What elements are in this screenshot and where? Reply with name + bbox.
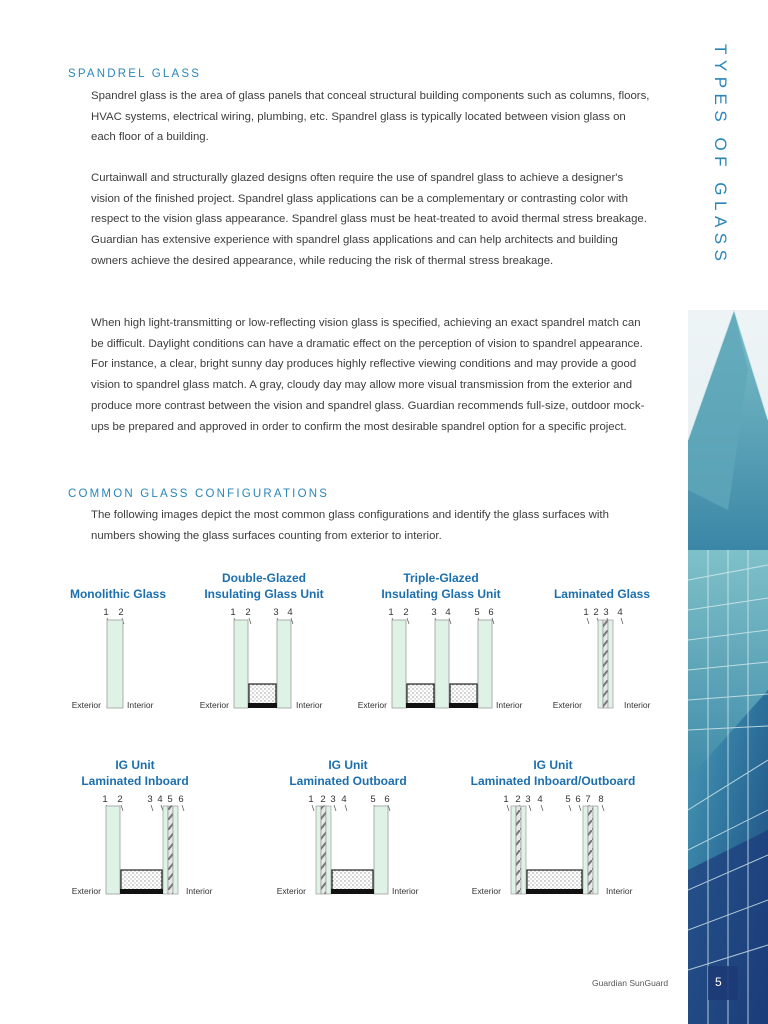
ig-inboard-surface-pointer-2 (121, 805, 123, 811)
triple-inner-pane (478, 620, 492, 708)
ig-outboard-surface-2: 2 (320, 794, 326, 805)
spandrel-paragraph-2: Curtainwall and structurally glazed designs often require the use of spandrel glass to achieve a designer's vision of the finished project. Spandrel glass applications can be a complementary or contrasting color with respect to the vision glass appearance. Spandrel glass must be heat-treated to avoid thermal stress breakage. Guardian has extensive experience with spandrel glass applications and can help architects and building owners achieve the desired appearance, while reducing the risk of thermal stress breakage. (91, 172, 647, 267)
monolithic-pane (107, 620, 123, 708)
ig-inboard-surface-5: 5 (167, 794, 173, 805)
laminated-pane-lite-a (598, 620, 603, 708)
laminated-exterior-label: Exterior (552, 700, 582, 710)
triple-spacer-a-desiccant (407, 684, 434, 704)
ig-both-surface-3: 3 (525, 794, 531, 805)
double-spacer-desiccant (249, 684, 276, 704)
ig-outboard-inner-pane (374, 806, 388, 894)
triple-interior-label: Interior (496, 700, 523, 710)
ig-outboard-surface-6: 6 (384, 794, 390, 805)
laminated-surface-3: 3 (603, 607, 609, 618)
ig-inboard-title-2: Laminated Inboard (81, 774, 189, 788)
ig-both-surface-pointer-4 (541, 805, 543, 811)
ig-both-surface-1: 1 (503, 794, 509, 805)
ig-outboard-surface-1: 1 (308, 794, 314, 805)
ig-both-surface-7: 7 (585, 794, 591, 805)
ig-both-spacer-desiccant (527, 870, 582, 890)
triple-spacer-a-seal (406, 703, 435, 708)
spandrel-paragraph-1: Spandrel glass is the area of glass panels that conceal structural building components such as columns, floors, HVAC systems, electrical wiring, plumbing, etc. Spandrel glass is typically located between vision glass on each floor of a building. (91, 90, 650, 144)
ig-both-outboard-laminated-pane-lite-b (521, 806, 526, 894)
ig-inboard-surface-6: 6 (178, 794, 184, 805)
double-spacer-seal (248, 703, 277, 708)
ig-both-title-1: IG Unit (533, 758, 573, 772)
double-title-2: Insulating Glass Unit (204, 587, 324, 601)
ig-inboard-laminated-pane-lite-b (173, 806, 178, 894)
ig-both-outboard-laminated-pane-interlayer (516, 806, 521, 894)
laminated-pane-interlayer (603, 620, 608, 708)
ig-inboard-outer-pane (106, 806, 120, 894)
ig-outboard-spacer-seal (331, 889, 374, 894)
double-interior-label: Interior (296, 700, 323, 710)
ig-outboard-surface-3: 3 (330, 794, 336, 805)
triple-outer-pane (392, 620, 406, 708)
monolithic-interior-label: Interior (127, 700, 154, 710)
monolithic-surface-2: 2 (118, 607, 124, 618)
footer-brand: Guardian SunGuard (592, 978, 669, 988)
ig-both-surface-4: 4 (537, 794, 543, 805)
double-outer-pane (234, 620, 248, 708)
page-number-backdrop (708, 966, 738, 1000)
ig-inboard-title-1: IG Unit (115, 758, 155, 772)
ig-outboard-surface-5: 5 (370, 794, 376, 805)
triple-surface-3: 3 (431, 607, 437, 618)
double-surface-2: 2 (245, 607, 251, 618)
ig-outboard-laminated-pane-lite-b (326, 806, 331, 894)
ig-outboard-title-2: Laminated Outboard (289, 774, 407, 788)
configs-heading: COMMON GLASS CONFIGURATIONS (68, 488, 330, 500)
ig-outboard-surface-pointer-1 (312, 805, 314, 811)
ig-outboard-interior-label: Interior (392, 886, 419, 896)
triple-middle-pane (435, 620, 449, 708)
triple-surface-5: 5 (474, 607, 480, 618)
ig-both-surface-pointer-5 (569, 805, 571, 811)
spandrel-heading: SPANDREL GLASS (68, 68, 202, 80)
ig-both-exterior-label: Exterior (471, 886, 501, 896)
ig-inboard-exterior-label: Exterior (71, 886, 101, 896)
triple-exterior-label: Exterior (357, 700, 387, 710)
triple-title-1: Triple-Glazed (403, 571, 479, 585)
double-surface-4: 4 (287, 607, 293, 618)
double-exterior-label: Exterior (199, 700, 229, 710)
ig-both-surface-2: 2 (515, 794, 521, 805)
triple-title-2: Insulating Glass Unit (381, 587, 501, 601)
ig-both-inboard-laminated-pane-lite-a (583, 806, 588, 894)
triple-surface-4: 4 (445, 607, 451, 618)
ig-both-spacer-seal (526, 889, 583, 894)
triple-surface-2: 2 (403, 607, 409, 618)
double-title-1: Double-Glazed (221, 571, 307, 585)
ig-inboard-interior-label: Interior (186, 886, 213, 896)
ig-outboard-surface-4: 4 (341, 794, 347, 805)
ig-inboard-surface-3: 3 (147, 794, 153, 805)
ig-inboard-surface-pointer-6 (182, 805, 184, 811)
laminated-title: Laminated Glass (553, 587, 651, 601)
double-surface-pointer-2 (249, 618, 251, 624)
page-number: 5 (715, 975, 722, 989)
monolithic-title: Monolithic Glass (69, 587, 167, 601)
double-inner-pane (277, 620, 291, 708)
ig-outboard-surface-pointer-3 (334, 805, 336, 811)
ig-inboard-surface-2: 2 (117, 794, 123, 805)
monolithic-exterior-label: Exterior (71, 700, 101, 710)
ig-outboard-exterior-label: Exterior (276, 886, 306, 896)
ig-inboard-laminated-pane-interlayer (168, 806, 173, 894)
ig-inboard-spacer-desiccant (121, 870, 162, 890)
ig-outboard-title-1: IG Unit (328, 758, 368, 772)
ig-both-inboard-laminated-pane-lite-b (593, 806, 598, 894)
ig-both-surface-pointer-3 (529, 805, 531, 811)
laminated-interior-label: Interior (624, 700, 651, 710)
ig-outboard-surface-pointer-4 (345, 805, 347, 811)
ig-both-surface-pointer-8 (602, 805, 604, 811)
double-surface-1: 1 (230, 607, 236, 618)
ig-inboard-laminated-pane-lite-a (163, 806, 168, 894)
ig-both-surface-pointer-1 (507, 805, 509, 811)
triple-spacer-b-desiccant (450, 684, 477, 704)
ig-inboard-surface-1: 1 (102, 794, 108, 805)
building-photo (688, 310, 768, 1024)
ig-both-interior-label: Interior (606, 886, 633, 896)
laminated-pane-lite-b (608, 620, 613, 708)
ig-inboard-spacer-seal (120, 889, 163, 894)
ig-both-surface-6: 6 (575, 794, 581, 805)
laminated-surface-2: 2 (593, 607, 599, 618)
monolithic-surface-1: 1 (103, 607, 109, 618)
glass-configurations-diagram (0, 560, 688, 920)
ig-outboard-laminated-pane-lite-a (316, 806, 321, 894)
ig-both-outboard-laminated-pane-lite-a (511, 806, 516, 894)
ig-outboard-laminated-pane-interlayer (321, 806, 326, 894)
laminated-surface-1: 1 (583, 607, 589, 618)
triple-surface-1: 1 (388, 607, 394, 618)
double-surface-3: 3 (273, 607, 279, 618)
ig-inboard-surface-pointer-3 (151, 805, 153, 811)
triple-surface-pointer-2 (407, 618, 409, 624)
configs-paragraph: The following images depict the most common glass configurations and identify the glass surfaces with numbers showing the glass surfaces counting from exterior to interior. (91, 509, 609, 542)
ig-outboard-spacer-desiccant (332, 870, 373, 890)
triple-spacer-b-seal (449, 703, 478, 708)
ig-both-surface-8: 8 (598, 794, 604, 805)
ig-both-surface-pointer-6 (579, 805, 581, 811)
spandrel-paragraph-3: When high light-transmitting or low-reflecting vision glass is specified, achieving an exact spandrel match can be difficult. Daylight conditions can have a dramatic effect on the perception of vision to spandrel appearance. For instance, a clear, bright sunny day produces highly reflective viewing conditions and may provide a good vision to spandrel glass match. A gray, cloudy day may allow more visual transmission from the exterior and produce more contrast between the vision and spandrel glass. Guardian recommends full-size, outdoor mock-ups be prepared and approved in order to confirm the most desirable spandrel option for a specific project. (91, 317, 645, 433)
triple-surface-6: 6 (488, 607, 494, 618)
laminated-surface-pointer-4 (621, 618, 623, 624)
laminated-surface-4: 4 (617, 607, 623, 618)
ig-both-inboard-laminated-pane-interlayer (588, 806, 593, 894)
ig-both-title-2: Laminated Inboard/Outboard (470, 774, 636, 788)
ig-inboard-surface-4: 4 (157, 794, 163, 805)
ig-both-surface-5: 5 (565, 794, 571, 805)
laminated-surface-pointer-1 (587, 618, 589, 624)
